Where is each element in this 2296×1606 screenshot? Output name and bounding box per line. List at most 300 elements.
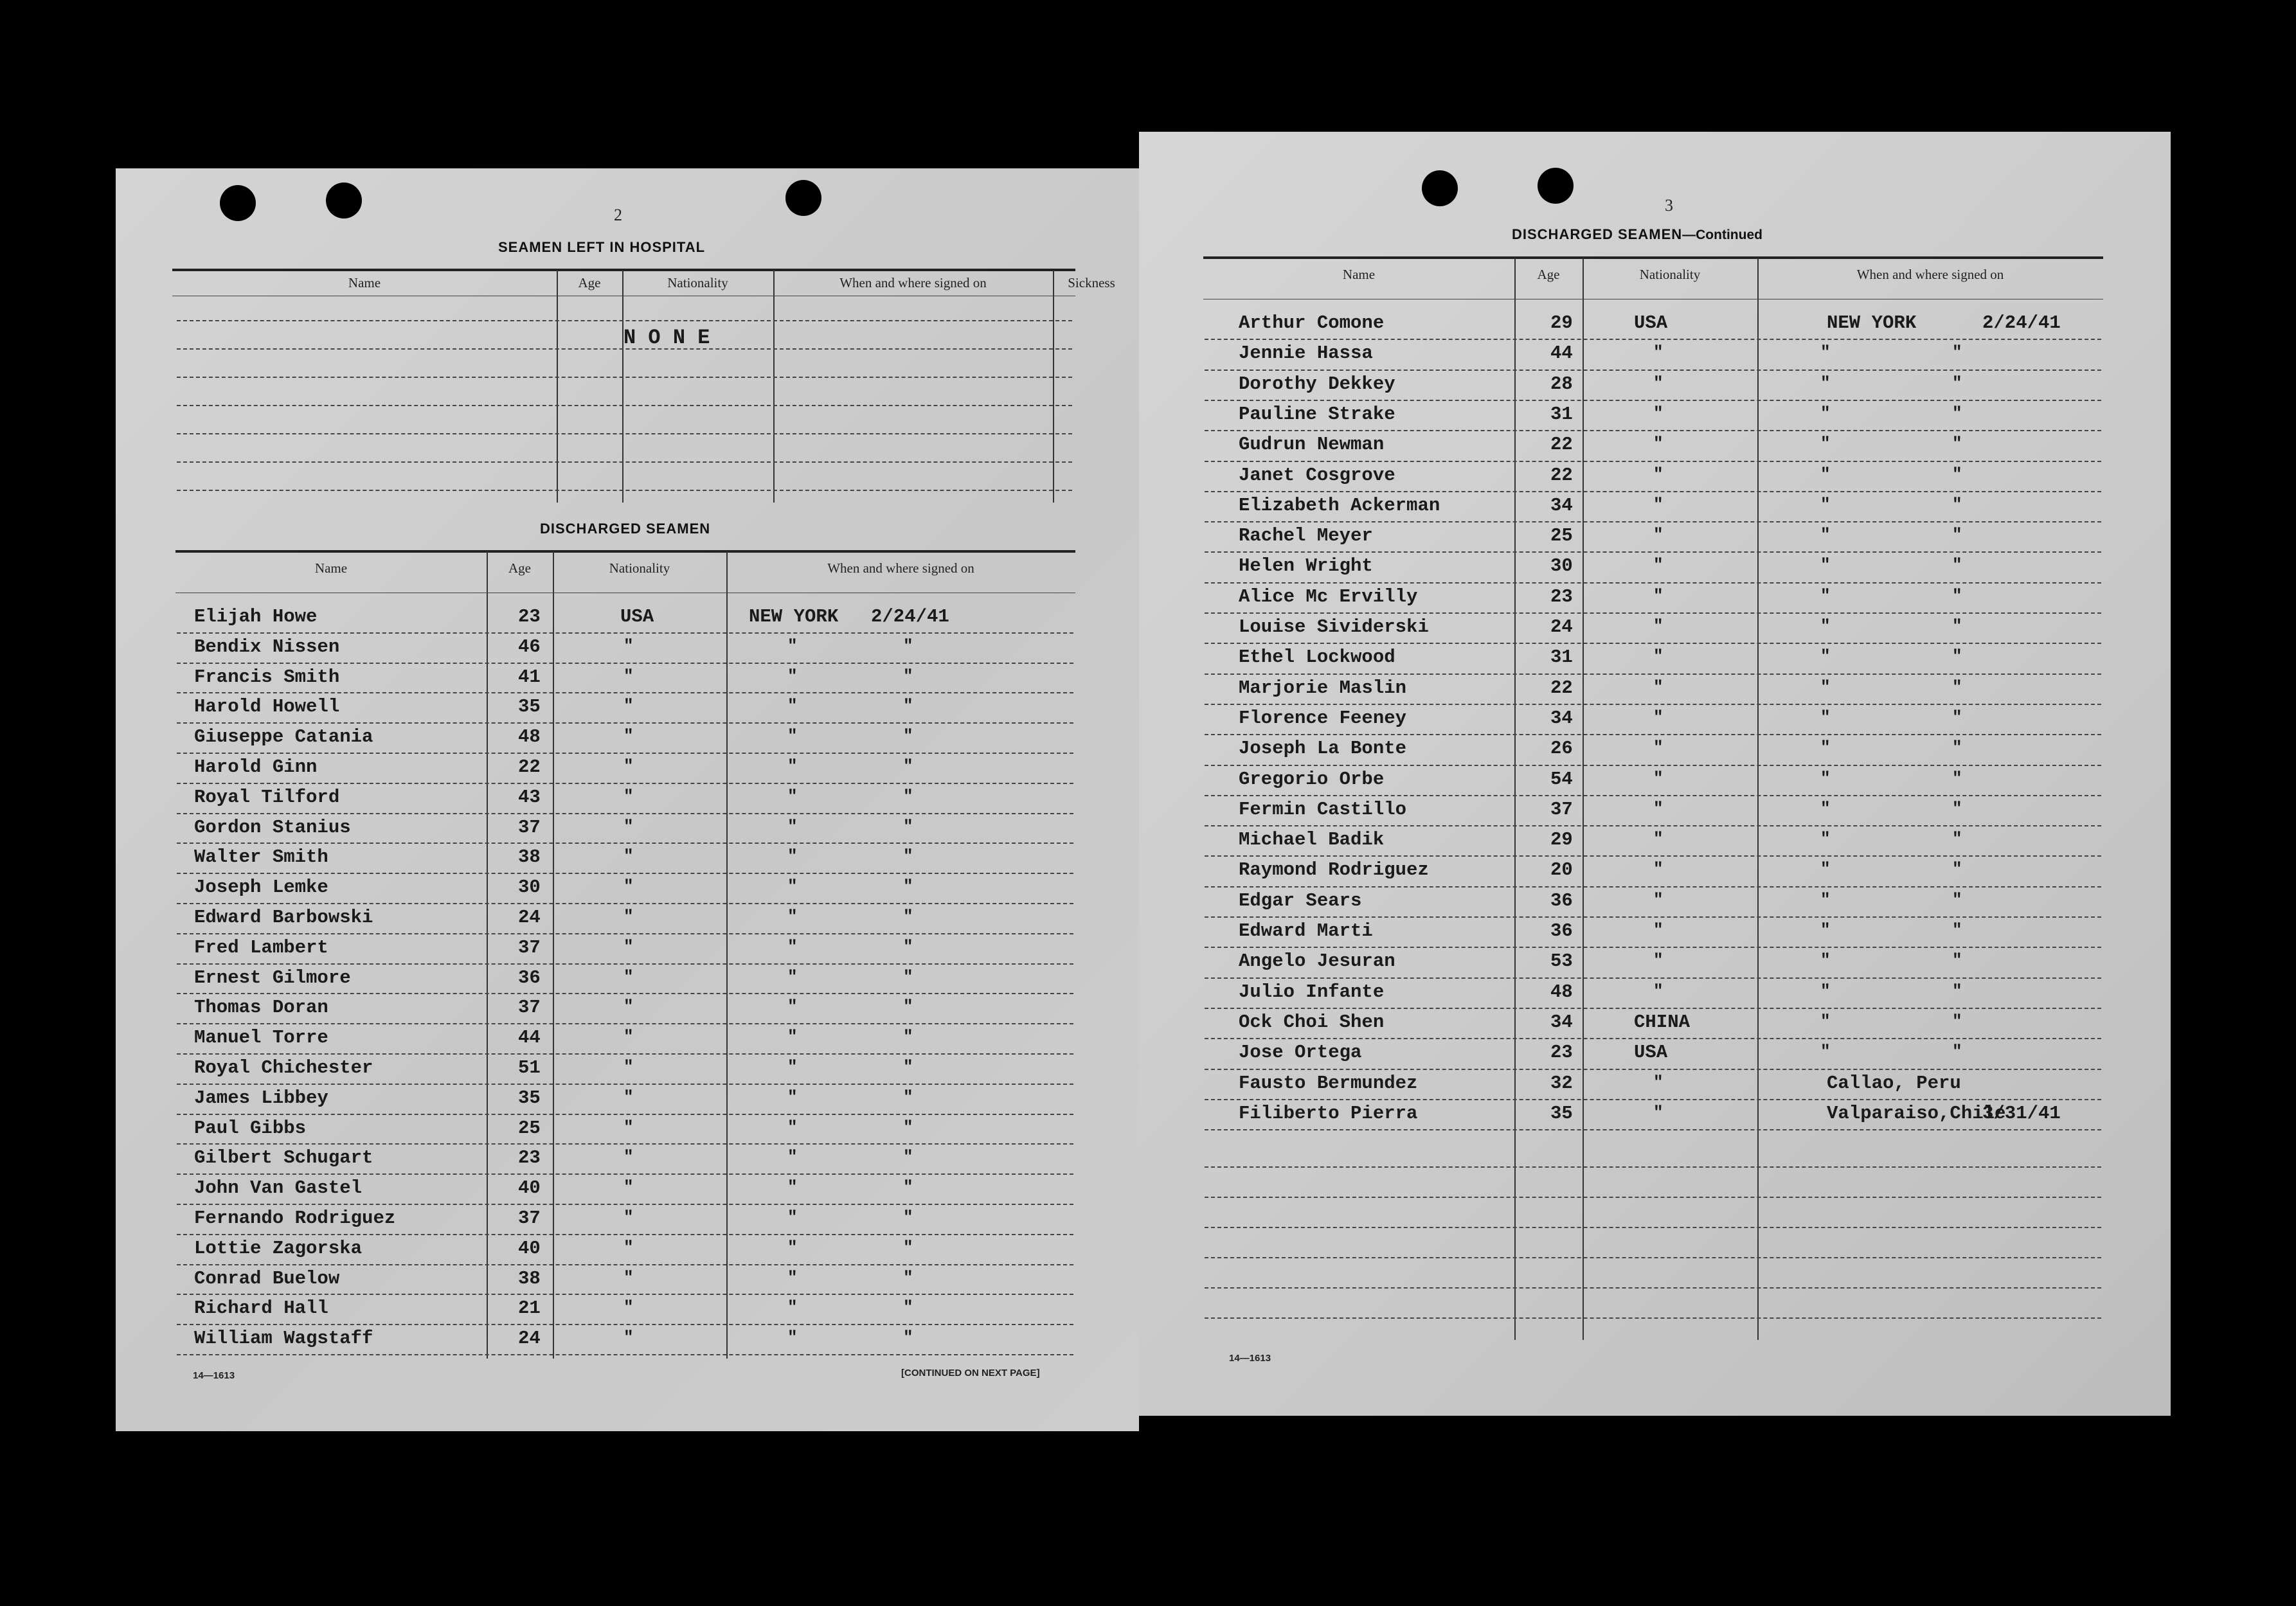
signed-on-date: "	[1952, 677, 1962, 697]
signed-on-place: "	[787, 1147, 798, 1167]
crew-nationality: USA	[1634, 312, 1668, 334]
signed-on-date: "	[903, 666, 913, 686]
punch-hole	[1538, 168, 1574, 204]
crew-name: Raymond Rodriguez	[1239, 859, 1429, 881]
crew-age: 37	[518, 936, 541, 958]
crew-age: 36	[518, 967, 541, 988]
signed-on-date: "	[903, 967, 913, 986]
crew-name: Harold Howell	[194, 696, 340, 718]
crew-age: 37	[518, 816, 541, 838]
signed-on-place: "	[1820, 677, 1831, 697]
signed-on-date: "	[903, 696, 913, 716]
signed-on-place: "	[1820, 343, 1831, 362]
row-line	[177, 1114, 1073, 1115]
signed-on-date: 3/31/41	[1982, 1102, 2061, 1124]
column-header: When and where signed on	[1856, 267, 2004, 282]
crew-nationality: "	[623, 1087, 634, 1107]
crew-age: 22	[1550, 677, 1573, 699]
crew-age: 53	[1550, 950, 1573, 972]
crew-nationality: "	[623, 997, 634, 1017]
row-line	[177, 405, 1072, 406]
signed-on-place: "	[1820, 1042, 1831, 1062]
column-divider	[622, 270, 623, 503]
row-line	[1205, 825, 2101, 826]
crew-nationality: "	[1653, 525, 1664, 545]
signed-on-date: "	[1952, 555, 1962, 575]
signed-on-date: "	[1952, 798, 1962, 818]
signed-on-date: "	[903, 997, 913, 1017]
page-number: 2	[614, 206, 622, 224]
signed-on-place: "	[1820, 403, 1831, 423]
signed-on-place: "	[787, 726, 798, 746]
row-line	[1205, 1317, 2101, 1319]
crew-name: Michael Badik	[1239, 829, 1385, 851]
row-line	[1205, 430, 2101, 431]
crew-nationality: "	[623, 666, 634, 686]
crew-age: 36	[1550, 889, 1573, 911]
crew-nationality: "	[1653, 343, 1664, 362]
crew-name: Paul Gibbs	[194, 1117, 307, 1139]
crew-name: Louise Sividerski	[1239, 616, 1429, 638]
discharged-title: DISCHARGED SEAMEN	[540, 521, 711, 537]
crew-name: Arthur Comone	[1239, 312, 1385, 334]
signed-on-date: "	[903, 846, 913, 866]
crew-age: 41	[518, 666, 541, 688]
signed-on-date: "	[903, 907, 913, 926]
crew-nationality: "	[1653, 373, 1664, 393]
hospital-title: SEAMEN LEFT IN HOSPITAL	[498, 239, 706, 255]
crew-nationality: "	[1653, 889, 1664, 909]
crew-age: 24	[1550, 616, 1573, 638]
column-header: Age	[578, 275, 601, 290]
punch-hole	[220, 185, 256, 221]
crew-name: Royal Tilford	[194, 786, 340, 808]
crew-age: 32	[1550, 1072, 1573, 1094]
crew-name: Gudrun Newman	[1239, 434, 1385, 456]
column-divider	[553, 551, 554, 1359]
row-line	[177, 1204, 1073, 1205]
signed-on-date: "	[903, 1117, 913, 1137]
signed-on-date: "	[903, 816, 913, 836]
row-line	[177, 433, 1072, 434]
signed-on-place: "	[787, 1177, 798, 1197]
crew-age: 35	[518, 1087, 541, 1109]
crew-name: Rachel Meyer	[1239, 525, 1373, 547]
column-header: When and where signed on	[839, 275, 987, 290]
punch-hole	[1422, 170, 1458, 206]
column-header: Name	[314, 560, 348, 576]
row-line	[177, 1023, 1073, 1024]
crew-age: 51	[518, 1057, 541, 1078]
row-line	[1205, 1099, 2101, 1100]
crew-name: John Van Gastel	[194, 1177, 363, 1199]
row-line	[1205, 1287, 2101, 1289]
signed-on-place: "	[1820, 647, 1831, 666]
row-line	[1205, 795, 2101, 796]
signed-on-date: "	[903, 786, 913, 806]
signed-on-place: "	[1820, 950, 1831, 970]
column-divider	[1583, 258, 1584, 1340]
crew-age: 25	[1550, 525, 1573, 547]
signed-on-place: "	[787, 666, 798, 686]
signed-on-place: "	[1820, 768, 1831, 788]
crew-name: Francis Smith	[194, 666, 340, 688]
signed-on-date: "	[1952, 343, 1962, 362]
signed-on-place: "	[1820, 585, 1831, 605]
column-header: Nationality	[609, 560, 670, 576]
punch-hole	[785, 180, 821, 216]
signed-on-date: "	[1952, 464, 1962, 484]
crew-name: Pauline Strake	[1239, 403, 1395, 425]
crew-name: Gilbert Schugart	[194, 1147, 373, 1169]
signed-on-place: "	[787, 786, 798, 806]
signed-on-place: "	[787, 1027, 798, 1047]
crew-nationality: "	[1653, 464, 1664, 484]
row-line	[1205, 551, 2101, 553]
crew-age: 29	[1550, 312, 1573, 334]
signed-on-place: "	[787, 1087, 798, 1107]
rule	[172, 269, 1075, 271]
crew-nationality: USA	[620, 606, 654, 627]
left-page	[116, 168, 1139, 1431]
row-line	[177, 377, 1072, 378]
row-line	[1205, 734, 2101, 735]
row-line	[177, 348, 1072, 350]
signed-on-place: "	[1820, 373, 1831, 393]
row-line	[177, 993, 1073, 994]
crew-nationality: "	[623, 1208, 634, 1227]
row-line	[1205, 1257, 2101, 1258]
signed-on-place: Callao, Peru	[1827, 1072, 1961, 1094]
signed-on-place: "	[787, 756, 798, 776]
crew-name: Filiberto Pierra	[1239, 1102, 1418, 1124]
signed-on-place: "	[787, 1267, 798, 1287]
crew-name: William Wagstaff	[194, 1328, 373, 1350]
signed-on-place: "	[1820, 889, 1831, 909]
crew-nationality: "	[1653, 403, 1664, 423]
row-line	[1205, 400, 2101, 401]
crew-age: 40	[518, 1177, 541, 1199]
crew-age: 22	[518, 756, 541, 778]
signed-on-date: "	[1952, 859, 1962, 879]
signed-on-date: "	[1952, 829, 1962, 849]
crew-nationality: "	[1653, 1072, 1664, 1092]
right-page	[1139, 132, 2171, 1416]
crew-age: 37	[518, 1208, 541, 1229]
crew-name: Fermin Castillo	[1239, 798, 1407, 820]
crew-nationality: "	[623, 636, 634, 656]
form-number: 14—1613	[1229, 1353, 1271, 1364]
crew-age: 24	[518, 907, 541, 928]
signed-on-date: "	[903, 1177, 913, 1197]
crew-nationality: "	[623, 1237, 634, 1257]
column-divider	[726, 551, 728, 1359]
crew-nationality: "	[623, 786, 634, 806]
signed-on-place: "	[787, 936, 798, 956]
crew-name: Walter Smith	[194, 846, 328, 868]
crew-age: 44	[1550, 343, 1573, 364]
signed-on-date: "	[1952, 373, 1962, 393]
column-header: When and where signed on	[827, 560, 974, 576]
crew-name: Royal Chichester	[194, 1057, 373, 1078]
signed-on-place: "	[787, 997, 798, 1017]
crew-name: Edward Marti	[1239, 920, 1373, 941]
crew-nationality: "	[1653, 677, 1664, 697]
crew-age: 20	[1550, 859, 1573, 881]
row-line	[177, 1264, 1073, 1265]
signed-on-date: "	[1952, 889, 1962, 909]
signed-on-date: "	[1952, 1042, 1962, 1062]
crew-nationality: "	[623, 756, 634, 776]
signed-on-place: "	[787, 636, 798, 656]
row-line	[177, 903, 1073, 904]
signed-on-place: "	[787, 696, 798, 716]
crew-age: 37	[518, 997, 541, 1019]
crew-nationality: "	[1653, 920, 1664, 940]
crew-name: Edward Barbowski	[194, 907, 373, 928]
crew-name: Ethel Lockwood	[1239, 647, 1395, 668]
signed-on-date: "	[1952, 585, 1962, 605]
crew-nationality: "	[1653, 707, 1664, 727]
column-divider	[1757, 258, 1759, 1340]
row-line	[177, 753, 1073, 754]
crew-name: Edgar Sears	[1239, 889, 1362, 911]
signed-on-place: "	[1820, 798, 1831, 818]
crew-nationality: "	[623, 1328, 634, 1348]
row-line	[1205, 886, 2101, 888]
crew-name: Angelo Jesuran	[1239, 950, 1395, 972]
signed-on-date: "	[1952, 616, 1962, 636]
crew-age: 23	[1550, 585, 1573, 607]
crew-name: Elizabeth Ackerman	[1239, 494, 1440, 516]
crew-nationality: "	[1653, 494, 1664, 514]
signed-on-date: "	[1952, 738, 1962, 758]
row-line	[177, 1294, 1073, 1295]
signed-on-place: "	[1820, 464, 1831, 484]
row-line	[1205, 461, 2101, 462]
crew-name: Joseph Lemke	[194, 877, 328, 898]
row-line	[177, 933, 1073, 934]
crew-age: 29	[1550, 829, 1573, 851]
signed-on-date: "	[903, 636, 913, 656]
crew-age: 43	[518, 786, 541, 808]
crew-age: 23	[518, 1147, 541, 1169]
signed-on-date: "	[903, 726, 913, 746]
crew-nationality: "	[623, 1177, 634, 1197]
crew-name: Helen Wright	[1239, 555, 1373, 577]
column-header: Name	[348, 275, 381, 290]
crew-age: 40	[518, 1237, 541, 1259]
crew-age: 23	[518, 606, 541, 627]
signed-on-place: "	[787, 907, 798, 926]
signed-on-date: "	[903, 1087, 913, 1107]
crew-nationality: "	[623, 967, 634, 986]
signed-on-place: "	[1820, 525, 1831, 545]
row-line	[1205, 704, 2101, 705]
signed-on-date: "	[1952, 525, 1962, 545]
row-line	[177, 320, 1072, 321]
crew-name: Ock Choi Shen	[1239, 1011, 1385, 1033]
signed-on-place: "	[787, 1298, 798, 1317]
row-line	[1205, 582, 2101, 584]
row-line	[1205, 977, 2101, 979]
crew-name: Florence Feeney	[1239, 707, 1407, 729]
row-line	[1205, 855, 2101, 857]
signed-on-place: "	[1820, 707, 1831, 727]
row-line	[177, 873, 1073, 874]
crew-name: Gregorio Orbe	[1239, 768, 1385, 790]
crew-nationality: "	[623, 1267, 634, 1287]
crew-name: Thomas Doran	[194, 997, 328, 1019]
row-line	[1205, 916, 2101, 918]
crew-name: James Libbey	[194, 1087, 328, 1109]
crew-name: Fernando Rodriguez	[194, 1208, 396, 1229]
crew-nationality: "	[623, 877, 634, 897]
signed-on-date: "	[903, 1147, 913, 1167]
signed-on-place: "	[1820, 920, 1831, 940]
row-line	[1205, 1038, 2101, 1039]
row-line	[177, 632, 1073, 634]
signed-on-date: "	[903, 1027, 913, 1047]
signed-on-place: "	[1820, 981, 1831, 1001]
signed-on-date: 2/24/41	[1982, 312, 2061, 334]
row-line	[177, 1354, 1073, 1355]
signed-on-place: "	[1820, 434, 1831, 454]
signed-on-date: "	[1952, 647, 1962, 666]
signed-on-date: "	[1952, 920, 1962, 940]
column-divider	[487, 551, 488, 1359]
signed-on-date: "	[1952, 434, 1962, 454]
row-line	[1205, 370, 2101, 371]
signed-on-place: "	[787, 1237, 798, 1257]
crew-name: Dorothy Dekkey	[1239, 373, 1395, 395]
crew-nationality: "	[623, 1027, 634, 1047]
signed-on-date: 2/24/41	[871, 606, 949, 627]
crew-age: 34	[1550, 1011, 1573, 1033]
signed-on-date: "	[1952, 950, 1962, 970]
crew-age: 34	[1550, 707, 1573, 729]
crew-age: 24	[518, 1328, 541, 1350]
crew-age: 38	[518, 1267, 541, 1289]
crew-name: Alice Mc Ervilly	[1239, 585, 1418, 607]
row-line	[1205, 1166, 2101, 1168]
crew-age: 31	[1550, 647, 1573, 668]
crew-nationality: "	[1653, 434, 1664, 454]
row-line	[177, 722, 1073, 724]
crew-age: 26	[1550, 738, 1573, 760]
crew-nationality: "	[1653, 859, 1664, 879]
rule	[175, 550, 1075, 553]
crew-age: 31	[1550, 403, 1573, 425]
signed-on-place: Valparaiso,Chile	[1827, 1102, 2006, 1124]
signed-on-date: "	[1952, 768, 1962, 788]
punch-hole	[326, 183, 362, 219]
crew-nationality: "	[1653, 798, 1664, 818]
crew-name: Bendix Nissen	[194, 636, 340, 657]
signed-on-place: NEW YORK	[1827, 312, 1917, 334]
row-line	[177, 1234, 1073, 1235]
signed-on-place: "	[787, 1208, 798, 1227]
signed-on-place: "	[1820, 829, 1831, 849]
signed-on-place: "	[1820, 494, 1831, 514]
crew-age: 22	[1550, 434, 1573, 456]
crew-age: 30	[1550, 555, 1573, 577]
signed-on-place: "	[1820, 555, 1831, 575]
crew-name: Fred Lambert	[194, 936, 328, 958]
crew-age: 25	[518, 1117, 541, 1139]
column-header: Nationality	[667, 275, 728, 290]
crew-nationality: USA	[1634, 1042, 1668, 1064]
signed-on-place: "	[1820, 616, 1831, 636]
column-divider	[557, 270, 558, 503]
page-number: 3	[1665, 196, 1673, 215]
row-line	[1205, 339, 2101, 340]
crew-nationality: "	[1653, 738, 1664, 758]
signed-on-place: "	[787, 1328, 798, 1348]
row-line	[177, 1143, 1073, 1145]
signed-on-place: "	[787, 846, 798, 866]
signed-on-date: "	[903, 1328, 913, 1348]
signed-on-date: "	[903, 1208, 913, 1227]
crew-nationality: "	[1653, 555, 1664, 575]
crew-nationality: "	[1653, 829, 1664, 849]
column-header: Age	[508, 560, 531, 576]
signed-on-place: "	[787, 1117, 798, 1137]
crew-age: 22	[1550, 464, 1573, 486]
row-line	[1205, 491, 2101, 492]
signed-on-place: "	[787, 816, 798, 836]
row-line	[177, 963, 1073, 965]
column-header: Nationality	[1639, 267, 1701, 282]
row-line	[1205, 1008, 2101, 1009]
crew-nationality: "	[1653, 616, 1664, 636]
crew-age: 21	[518, 1298, 541, 1319]
row-line	[1205, 643, 2101, 644]
row-line	[177, 692, 1073, 693]
row-line	[1205, 947, 2101, 948]
crew-age: 30	[518, 877, 541, 898]
crew-name: Joseph La Bonte	[1239, 738, 1407, 760]
crew-nationality: "	[1653, 585, 1664, 605]
crew-nationality: "	[623, 1057, 634, 1076]
crew-age: 37	[1550, 798, 1573, 820]
crew-nationality: CHINA	[1634, 1011, 1691, 1033]
signed-on-date: "	[1952, 494, 1962, 514]
signed-on-date: "	[1952, 707, 1962, 727]
crew-nationality: "	[623, 1147, 634, 1167]
crew-age: 38	[518, 846, 541, 868]
crew-nationality: "	[623, 1298, 634, 1317]
signed-on-date: "	[903, 756, 913, 776]
row-line	[177, 461, 1072, 463]
title-suffix: —Continued	[1682, 228, 1762, 242]
title-main: DISCHARGED SEAMEN	[1512, 226, 1683, 242]
crew-name: Fausto Bermundez	[1239, 1072, 1418, 1094]
crew-nationality: "	[1653, 981, 1664, 1001]
row-line	[177, 1173, 1073, 1175]
signed-on-place: "	[787, 877, 798, 897]
row-line	[1205, 1129, 2101, 1130]
row-line	[1205, 612, 2101, 614]
row-line	[1205, 1197, 2101, 1198]
crew-nationality: "	[623, 816, 634, 836]
discharged-continued-title	[1512, 226, 1762, 243]
signed-on-date: "	[903, 1298, 913, 1317]
crew-age: 48	[518, 726, 541, 748]
crew-nationality: "	[623, 907, 634, 926]
crew-age: 23	[1550, 1042, 1573, 1064]
row-line	[177, 1084, 1073, 1085]
